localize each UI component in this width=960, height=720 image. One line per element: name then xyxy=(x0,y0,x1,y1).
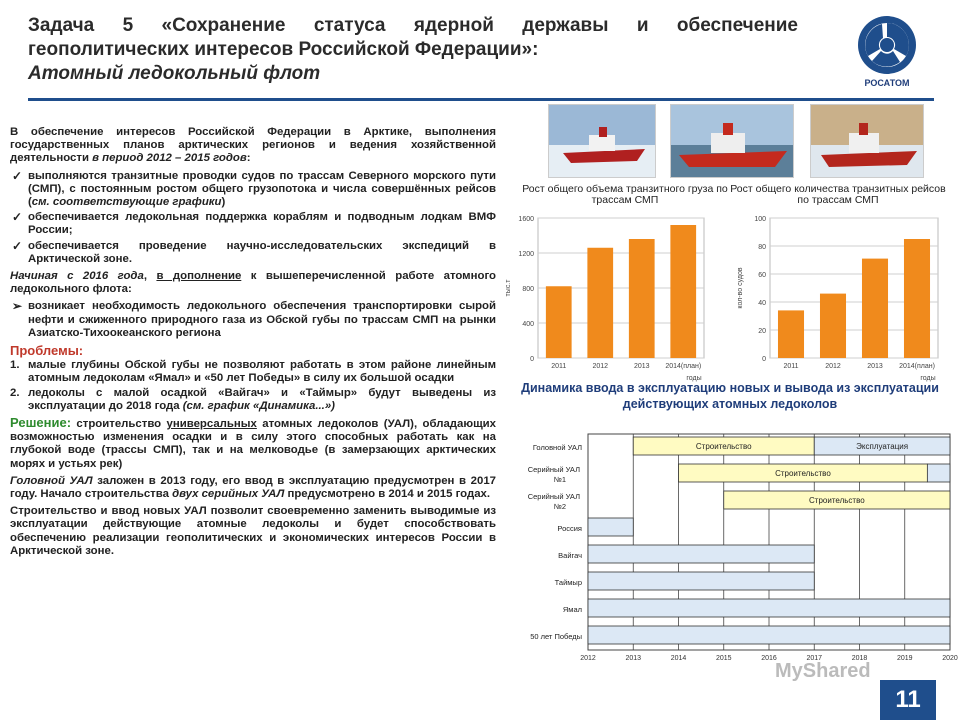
chart-title-voyages: Рост общего количества транзитных рейсов по трассам СМП xyxy=(730,183,946,206)
chart-title-cargo: Рост общего объема транзитного груза по трассам СМП xyxy=(522,183,728,206)
rosatom-logo xyxy=(852,14,922,92)
logo-label: РОСАТОМ xyxy=(864,78,910,88)
icebreaker-gantt-chart xyxy=(500,430,960,670)
gantt-row-label: №2 xyxy=(553,502,567,511)
achievements-list xyxy=(10,170,496,266)
list-item: ✓ обеспечивается проведение научно-исследовательских экспедиций в Арктической зоне. xyxy=(12,238,496,265)
icebreaker-photo xyxy=(670,104,794,178)
y-tick-label: 1200 xyxy=(518,251,534,258)
gantt-row-label: №1 xyxy=(553,475,567,484)
gantt-x-tick-label: 2017 xyxy=(806,655,823,662)
y-tick-label: 0 xyxy=(530,356,534,363)
y-tick-label: 60 xyxy=(758,272,766,279)
bar xyxy=(670,225,696,358)
gantt-row-label: 50 лет Победы xyxy=(530,632,582,641)
gantt-row-label: Таймыр xyxy=(554,578,582,587)
x-tick-label: 2013 xyxy=(867,363,883,370)
check-icon: ✓ xyxy=(12,168,23,183)
watermark: MyShared xyxy=(775,660,871,682)
icebreaker-photo xyxy=(810,104,924,178)
gantt-x-tick-label: 2020 xyxy=(942,655,958,662)
bar xyxy=(629,239,655,358)
gantt-x-tick-label: 2018 xyxy=(851,655,868,662)
list-item: 2. ледоколы с малой осадкой «Вайгач» и «Таймыр» будут выведены из эксплуатации до 2018 года (см. график «Динамика...») xyxy=(10,386,496,412)
gantt-x-tick-label: 2013 xyxy=(625,655,642,662)
x-tick-label: 2012 xyxy=(825,363,841,370)
y-tick-label: 20 xyxy=(758,328,766,335)
bar xyxy=(546,286,572,358)
gantt-bar xyxy=(588,518,633,536)
x-axis-label: годы xyxy=(686,375,702,382)
y-tick-label: 80 xyxy=(758,244,766,251)
title-block xyxy=(28,14,798,86)
cargo-bar-chart xyxy=(496,206,728,382)
bar xyxy=(587,248,613,358)
rosatom-logo-icon xyxy=(852,14,922,78)
gantt-bar xyxy=(927,464,950,482)
since-2016-paragraph: Начиная с 2016 года, в дополнение к вышеперечисленной работе атомного ледокольного флота: xyxy=(10,270,496,296)
gantt-title: Динамика ввода в эксплуатацию новых и вывода из эксплуатации действующих атомных ледоколов xyxy=(521,381,939,411)
solution-paragraph: Решение: строительство универсальных атомных ледоколов (УАЛ), обладающих возможностью изменения осадки и в силу этого способных работать как на глубокой воде (трассы СМП), так и на мелководье (в замерзающих арктических морях и устьях рек) xyxy=(10,415,497,470)
title-divider xyxy=(28,98,934,101)
list-item: 1. малые глубины Обской губы не позволяют работать в этом районе линейным атомным ледоколам «Ямал» и «50 лет Победы» в силу их большой осадки xyxy=(10,359,496,385)
y-tick-label: 0 xyxy=(762,356,766,363)
x-tick-label: 2012 xyxy=(592,363,609,370)
page-subtitle: Атомный ледокольный флот xyxy=(28,63,321,84)
x-axis-label: годы xyxy=(920,375,936,382)
gantt-bar xyxy=(588,572,814,590)
gantt-row-label: Головной УАЛ xyxy=(532,443,582,452)
gantt-bar xyxy=(588,545,814,563)
list-item: ✓ выполняются транзитные проводки судов по трассам Северного морского пути (СМП), с постоянным ростом общего грузопотока и числа совершённых рейсов (см. соответствующие графики) xyxy=(12,168,496,209)
gantt-x-tick-label: 2012 xyxy=(580,655,596,662)
list-item: ✓ обеспечивается ледокольная поддержка кораблям и подводным лодкам ВМФ России; xyxy=(12,210,496,237)
gantt-x-tick-label: 2016 xyxy=(761,655,777,662)
bar xyxy=(778,310,804,358)
gantt-x-tick-label: 2014 xyxy=(670,655,687,662)
bar xyxy=(862,259,888,358)
check-icon: ✓ xyxy=(12,238,23,253)
y-tick-label: 400 xyxy=(522,321,534,328)
y-tick-label: 1600 xyxy=(518,216,534,223)
y-tick-label: 40 xyxy=(758,300,766,307)
list-item: ➢ возникает необходимость ледокольного обеспечения транспортировки сырой нефти и сжиженного природного газа из Обской губы по трассам СМП на рынки Азиатско-Тихоокеанского региона xyxy=(12,299,496,339)
problems-list xyxy=(10,359,496,413)
left-text-column xyxy=(10,126,496,562)
y-tick-label: 100 xyxy=(754,216,766,223)
gantt-row-label: Ямал xyxy=(562,605,582,614)
y-axis-label: кол-во судов xyxy=(737,267,744,309)
final-paragraph: Строительство и ввод новых УАЛ позволит своевременно заменить выводимые из эксплуатации действующие атомные ледоколы и будет способствовать обеспечению реализации геополитических и экономических интересов России в Арктической зоне. xyxy=(10,505,496,557)
head-ual-paragraph: Головной УАЛ заложен в 2013 году, его ввод в эксплуатацию предусмотрен в 2017 году. Начало строительства двух серийных УАЛ предусмотрено в 2014 и 2015 годах. xyxy=(10,474,496,501)
x-tick-label: 2014(план) xyxy=(665,363,702,370)
voyages-bar-chart xyxy=(728,206,950,382)
x-tick-label: 2011 xyxy=(551,363,567,370)
x-tick-label: 2011 xyxy=(783,363,799,370)
gantt-bar-label: Эксплуатация xyxy=(856,442,909,451)
bar xyxy=(904,239,930,358)
check-icon: ✓ xyxy=(12,210,23,225)
x-tick-label: 2014(план) xyxy=(899,363,935,370)
y-axis-label: тыс.т xyxy=(505,279,512,297)
problems-heading: Проблемы: xyxy=(10,343,84,359)
x-tick-label: 2013 xyxy=(633,363,650,370)
arrow-right-icon: ➢ xyxy=(12,299,23,314)
intro-paragraph: В обеспечение интересов Российской Федерации в Арктике, выполнения государственных планов арктических регионов и ведения хозяйственной деятельности в период 2012 – 2015 годов: xyxy=(10,126,496,165)
y-tick-label: 800 xyxy=(522,286,534,293)
gantt-row-label: Серийный УАЛ xyxy=(527,492,580,501)
gantt-row-label: Серийный УАЛ xyxy=(527,465,580,474)
gantt-bar xyxy=(588,599,950,617)
new-needs-list xyxy=(10,300,496,340)
page-title: Задача 5 «Сохранение статуса ядерной державы и обеспечение геополитических интересов Российской Федерации»: xyxy=(28,15,798,60)
gantt-bar xyxy=(588,626,950,644)
gantt-row-label: Вайгач xyxy=(558,551,582,560)
gantt-x-tick-label: 2019 xyxy=(896,655,913,662)
gantt-row-label: Россия xyxy=(557,524,582,533)
bar xyxy=(820,294,846,358)
icebreaker-photo xyxy=(548,104,656,178)
gantt-bar-label: Строительство xyxy=(809,496,865,505)
page-number: 11 xyxy=(880,680,936,720)
gantt-x-tick-label: 2015 xyxy=(715,655,732,662)
gantt-bar-label: Строительство xyxy=(695,442,752,451)
gantt-bar-label: Строительство xyxy=(775,469,831,478)
